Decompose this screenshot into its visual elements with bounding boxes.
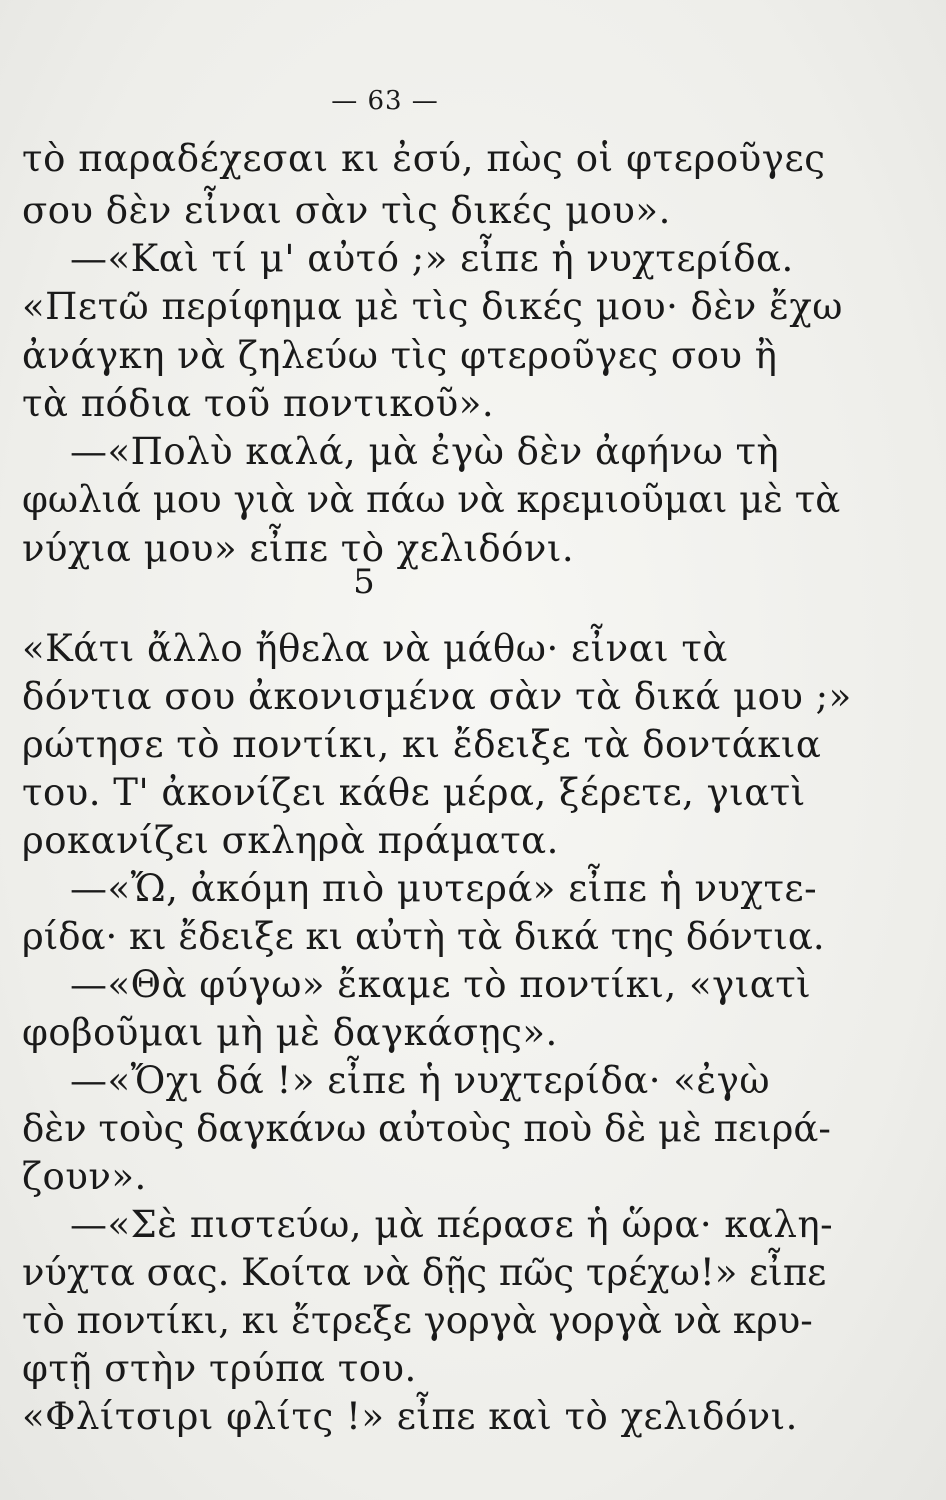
text-line: φοβοῦμαι μὴ μὲ δαγκάσῃς». <box>22 1011 558 1054</box>
page-number: — 63 — <box>331 86 439 116</box>
text-line: σου δὲν εἶναι σὰν τὶς δικές μου». <box>22 189 671 232</box>
text-line: ρίδα· κι ἔδειξε κι αὐτὴ τὰ δικά της δόντια. <box>22 915 825 958</box>
text-line: ἀνάγκη νὰ ζηλεύω τὶς φτεροῦγες σου ἢ <box>22 334 778 377</box>
text-line: δὲν τοὺς δαγκάνω αὐτοὺς ποὺ δὲ μὲ πειρά- <box>22 1107 831 1150</box>
text-line: ζουν». <box>22 1155 147 1198</box>
text-line: τὰ πόδια τοῦ ποντικοῦ». <box>22 382 495 425</box>
text-line: —«Ὤ, ἀκόμη πιὸ μυτερά» εἶπε ἡ νυχτε- <box>70 867 818 910</box>
text-line: «Κάτι ἄλλο ἤθελα νὰ μάθω· εἶναι τὰ <box>22 627 728 670</box>
text-line: τὸ ποντίκι, κι ἔτρεξε γοργὰ γοργὰ νὰ κρυ- <box>22 1299 813 1342</box>
text-line: δόντια σου ἀκονισμένα σὰν τὰ δικά μου ;» <box>22 675 852 718</box>
text-line: —«Θὰ φύγω» ἔκαμε τὸ ποντίκι, «γιατὶ <box>70 963 812 1006</box>
text-line: νύχια μου» εἶπε τὸ χελιδόνι. <box>22 527 575 570</box>
text-line: —«Πολὺ καλά, μὰ ἐγὼ δὲν ἀφήνω τὴ <box>70 430 780 473</box>
text-line: «Πετῶ περίφημα μὲ τὶς δικές μου· δὲν ἔχω <box>22 285 843 328</box>
text-line: φωλιά μου γιὰ νὰ πάω νὰ κρεμιοῦμαι μὲ τὰ <box>22 478 841 521</box>
text-line: νύχτα σας. Κοίτα νὰ δῇς πῶς τρέχω!» εἶπε <box>22 1251 827 1294</box>
section-number: 5 <box>353 562 375 602</box>
text-line: ροκανίζει σκληρὰ πράματα. <box>22 819 559 862</box>
text-line: —«Καὶ τί μ' αὐτό ;» εἶπε ἡ νυχτερίδα. <box>70 237 794 280</box>
text-line: του. Τ' ἀκονίζει κάθε μέρα, ξέρετε, γιατὶ <box>22 771 806 814</box>
text-line: φτῇ στὴν τρύπα του. <box>22 1347 417 1390</box>
text-line: —«Σὲ πιστεύω, μὰ πέρασε ἡ ὥρα· καλη- <box>70 1203 834 1246</box>
text-line: ρώτησε τὸ ποντίκι, κι ἔδειξε τὰ δοντάκια <box>22 723 822 766</box>
text-line: τὸ παραδέχεσαι κι ἐσύ, πὼς οἱ φτεροῦγες <box>22 137 826 180</box>
text-line: «Φλίτσιρι φλίτς !» εἶπε καὶ τὸ χελιδόνι. <box>22 1395 798 1438</box>
text-line: —«Ὄχι δά !» εἶπε ἡ νυχτερίδα· «ἐγὼ <box>70 1059 771 1102</box>
